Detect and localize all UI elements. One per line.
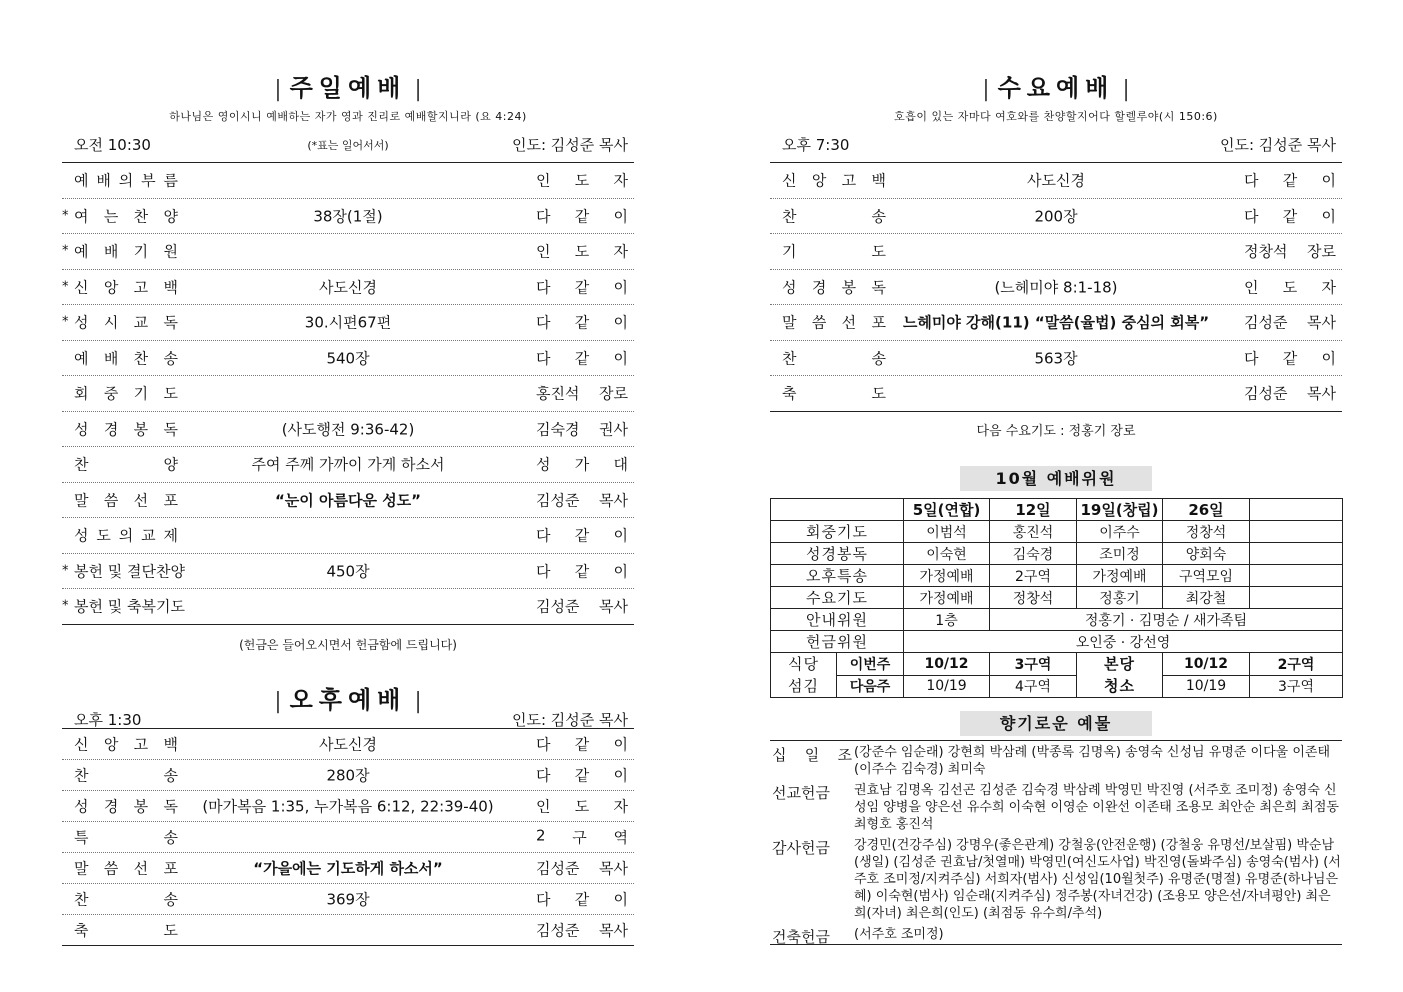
order-person: 김성준 목사 [536,859,628,878]
order-detail: 450장 [326,562,370,581]
committee-row [771,565,1343,587]
order-name: 신 앙 고 백 [74,735,178,754]
order-person: 인 도 자 [536,242,628,261]
gift-entry [770,926,1342,946]
wednesday-verse: 호흡이 있는 자마다 여호와를 찬양할지어다 할렐루야(시 150:6) [894,110,1218,123]
order-person: 다 같 이 [1244,207,1336,226]
usher-label: 안내위원 [771,609,904,631]
meal-next-date: 10/19 [904,675,990,698]
order-row [62,589,634,625]
committee-person: 이범석 [904,521,990,543]
order-person: 2 구 역 [536,826,628,847]
order-name: 찬 송 [782,349,886,368]
committee-person: 김숙경 [990,543,1077,565]
order-row [62,518,634,554]
date-cell: 19일(창립) [1077,499,1163,521]
committee-person: 이주수 [1077,521,1163,543]
next-week-label: 다음주 [837,675,904,698]
order-name: 특 송 [74,828,178,847]
offering-note: (헌금은 들어오시면서 헌금함에 드립니다) [239,638,457,652]
committee-person: 구역모임 [1163,565,1250,587]
order-person: 정창석 장로 [1244,242,1336,261]
order-row [62,853,634,884]
divider [770,740,1342,741]
sunday-leader: 인도: 김성준 목사 [511,136,628,154]
order-person: 다 같 이 [536,766,628,785]
order-row [62,341,634,377]
order-name: 예 배 의 부 름 [74,171,178,190]
stand-mark: * [62,208,69,224]
committee-person: 양회숙 [1163,543,1250,565]
gifts-list [770,744,1342,947]
order-row [770,270,1342,306]
committee-table [770,498,1343,698]
gift-names: (강준수 임순래) 강현희 박삼례 (박종록 김명옥) 송영숙 신성님 유명준 이다울 이존태 (이주수 김숙경) 최미숙 [854,745,1331,777]
order-person: 김숙경 권사 [536,420,628,439]
committee-person: 가정예배 [904,565,990,587]
order-name: 예 배 기 원 [74,242,178,261]
committee-person: 가정예배 [904,587,990,609]
stand-mark: * [62,563,69,579]
order-name: 축 도 [74,921,178,940]
order-name: 찬 송 [74,890,178,909]
order-row [62,199,634,235]
order-person: 다 같 이 [536,313,628,332]
gift-names: 강경민(건강주심) 강명우(좋은관계) 강철웅(안전운행) (강철웅 유명선/보살핌) 박순남(생일) (김성준 권효남/첫열매) 박영민(여신도사업) 박진영(돌봐주심) 송영숙(범사) (서주호 조미정/지켜주심) 서희자(범사) 신성임(10월첫주) 유명준(명절) 유명준(하나님은혜) 이숙현(범사) 임순래(지켜주심) 정주봉(자녀건강) (조용모 양은선/자녀평안) 최은희(자녀) 최은희(인도) (최점동 유수희/추석) [854,838,1341,921]
order-row [62,305,634,341]
empty-cell [1250,499,1343,521]
afternoon-title: | 오후예배 | [274,686,422,714]
order-name: 회 중 기 도 [74,384,178,403]
gift-entry [770,782,1342,833]
committee-row [771,587,1343,609]
committee-person [1250,521,1343,543]
order-person: 다 같 이 [536,349,628,368]
wednesday-info [770,130,1342,156]
wednesday-leader: 인도: 김성준 목사 [1219,136,1336,154]
stand-note: (*표는 일어서서) [307,139,389,152]
order-detail: 사도신경 [319,735,377,754]
order-detail: 느헤미야 강해(11) “말씀(율법) 중심의 회복” [902,313,1210,332]
gift-label: 십 일 조 [772,746,852,764]
gift-entry [770,837,1342,922]
meal-row-this [771,653,1343,676]
order-name: 성 경 봉 독 [74,420,178,439]
order-name: 성 도 의 교 제 [74,526,178,545]
order-detail: 540장 [326,349,370,368]
order-detail: (사도행전 9:36-42) [281,420,415,439]
order-person: 다 같 이 [536,526,628,545]
order-person: 성 가 대 [536,455,628,474]
order-row [770,163,1342,199]
order-row [62,234,634,270]
order-row [62,412,634,448]
order-row [62,915,634,946]
clean-label: 본당 청소 [1077,653,1163,698]
order-detail: 30.시편67편 [304,313,392,332]
order-name: 신 앙 고 백 [782,171,886,190]
committee-person [1250,565,1343,587]
order-row [62,760,634,791]
corner-cell [771,499,904,521]
order-person: 홍진석 장로 [536,384,628,403]
wednesday-time: 오후 7:30 [782,136,850,154]
order-detail: “눈이 아름다운 성도” [274,491,422,510]
date-cell: 5일(연합) [904,499,990,521]
offering-names: 오인중 · 강선영 [904,631,1343,653]
order-name: 말 씀 선 포 [782,313,886,332]
gift-label: 건축헌금 [772,928,830,946]
afternoon-order [62,729,634,946]
order-row [62,822,634,853]
wednesday-title: | 수요예배 | [982,74,1130,102]
order-row [62,791,634,822]
order-detail: 369장 [326,890,370,909]
order-name: 찬 양 [74,455,178,474]
order-row [62,884,634,915]
order-person: 김성준 목사 [536,921,628,940]
order-detail: (마가복음 1:35, 누가복음 6:12, 22:39-40) [202,797,494,816]
order-person: 김성준 목사 [536,491,628,510]
committee-role: 수요기도 [771,587,904,609]
order-detail: 563장 [1034,349,1078,368]
committee-row [771,521,1343,543]
gifts-title: 향기로운 예물 [960,711,1152,736]
committee-person [1250,587,1343,609]
order-row [62,554,634,590]
committee-person [1250,543,1343,565]
order-detail: “가을에는 기도하게 하소서” [253,859,443,878]
order-name: 찬 송 [782,207,886,226]
committee-row [771,543,1343,565]
clean-this-group: 2구역 [1250,653,1343,676]
usher-row [771,609,1343,631]
meal-label: 식당 섬김 [771,653,837,698]
afternoon-time: 오후 1:30 [74,711,142,729]
meal-this-group: 3구역 [990,653,1077,676]
usher-names: 정홍기 · 김명순 / 새가족팀 [990,609,1343,631]
order-row [770,341,1342,377]
order-person: 인 도 자 [1244,278,1336,297]
order-person: 인 도 자 [536,797,628,816]
order-row [770,305,1342,341]
gift-label: 선교헌금 [772,784,830,802]
sunday-verse: 하나님은 영이시니 예배하는 자가 영과 진리로 예배할지니라 (요 4:24) [169,110,527,123]
order-person: 김성준 목사 [536,597,628,616]
committee-title: 10월 예배위원 [960,466,1152,491]
next-wed-prayer: 다음 수요기도 : 정홍기 장로 [976,424,1136,439]
order-person: 다 같 이 [536,207,628,226]
date-cell: 26일 [1163,499,1250,521]
gift-entry [770,744,1342,778]
order-row [62,376,634,412]
wednesday-order [770,163,1342,412]
order-row [62,163,634,199]
order-person: 다 같 이 [1244,349,1336,368]
order-person: 다 같 이 [536,735,628,754]
meal-row-next [771,675,1343,698]
committee-person: 이숙현 [904,543,990,565]
committee-person: 최강철 [1163,587,1250,609]
usher-floor: 1층 [904,609,990,631]
order-person: 다 같 이 [1244,171,1336,190]
order-detail: (느헤미야 8:1-18) [994,278,1118,297]
stand-mark: * [62,243,69,259]
order-name: 말 씀 선 포 [74,859,178,878]
afternoon-leader: 인도: 김성준 목사 [511,711,628,729]
order-person: 다 같 이 [536,562,628,581]
offering-row [771,631,1343,653]
clean-this-date: 10/12 [1163,653,1250,676]
gift-label: 감사헌금 [772,839,830,857]
offering-label: 헌금위원 [771,631,904,653]
sunday-title: | 주일예배 | [274,74,422,102]
meal-this-date: 10/12 [904,653,990,676]
sunday-time: 오전 10:30 [74,136,151,154]
order-name: 예 배 찬 송 [74,349,178,368]
stand-mark: * [62,279,69,295]
order-detail: 38장(1절) [313,207,383,226]
order-person: 다 같 이 [536,278,628,297]
order-row [770,199,1342,235]
order-detail: 주여 주께 가까이 가게 하소서 [251,455,445,474]
clean-next-date: 10/19 [1163,675,1250,698]
order-detail: 사도신경 [1027,171,1085,190]
order-row [62,270,634,306]
committee-role: 오후특송 [771,565,904,587]
divider [770,944,1342,945]
order-name: 봉헌 및 결단찬양 [74,562,185,581]
gift-names: 권효남 김명옥 김선곤 김성준 김숙경 박삼례 박영민 박진영 (서주호 조미정) 송영숙 신성임 양병을 양은선 유수희 이숙현 이영순 이완선 이존태 조용모 최안순 최은희 최점동 최형호 홍진석 [854,783,1339,832]
committee-person: 조미정 [1077,543,1163,565]
order-row [62,483,634,519]
order-name: 성 경 봉 독 [782,278,886,297]
order-row [62,729,634,760]
this-week-label: 이번주 [837,653,904,676]
order-person: 김성준 목사 [1244,384,1336,403]
stand-mark: * [62,598,69,614]
date-header-row [771,499,1343,521]
committee-person: 홍진석 [990,521,1077,543]
order-name: 성 경 봉 독 [74,797,178,816]
order-name: 말 씀 선 포 [74,491,178,510]
committee-person: 2구역 [990,565,1077,587]
committee-person: 정창석 [990,587,1077,609]
sunday-info [62,130,634,156]
order-name: 축 도 [782,384,886,403]
committee-role: 성경봉독 [771,543,904,565]
committee-role: 회중기도 [771,521,904,543]
order-detail: 200장 [1034,207,1078,226]
stand-mark: * [62,314,69,330]
order-detail: 사도신경 [319,278,377,297]
order-name: 찬 송 [74,766,178,785]
order-name: 성 시 교 독 [74,313,178,332]
clean-next-group: 3구역 [1250,675,1343,698]
order-person: 김성준 목사 [1244,313,1336,332]
order-name: 여 는 찬 양 [74,207,178,226]
order-person: 다 같 이 [536,890,628,909]
gift-names: (서주호 조미정) [854,927,944,942]
order-row [62,447,634,483]
committee-person: 가정예배 [1077,565,1163,587]
order-detail: 280장 [326,766,370,785]
order-person: 인 도 자 [536,171,628,190]
order-row [770,234,1342,270]
order-row [770,376,1342,412]
meal-next-group: 4구역 [990,675,1077,698]
date-cell: 12일 [990,499,1077,521]
committee-person: 정홍기 [1077,587,1163,609]
order-name: 신 앙 고 백 [74,278,178,297]
sunday-order [62,163,634,625]
order-name: 기 도 [782,242,886,261]
committee-person: 정창석 [1163,521,1250,543]
order-name: 봉헌 및 축복기도 [74,597,185,616]
